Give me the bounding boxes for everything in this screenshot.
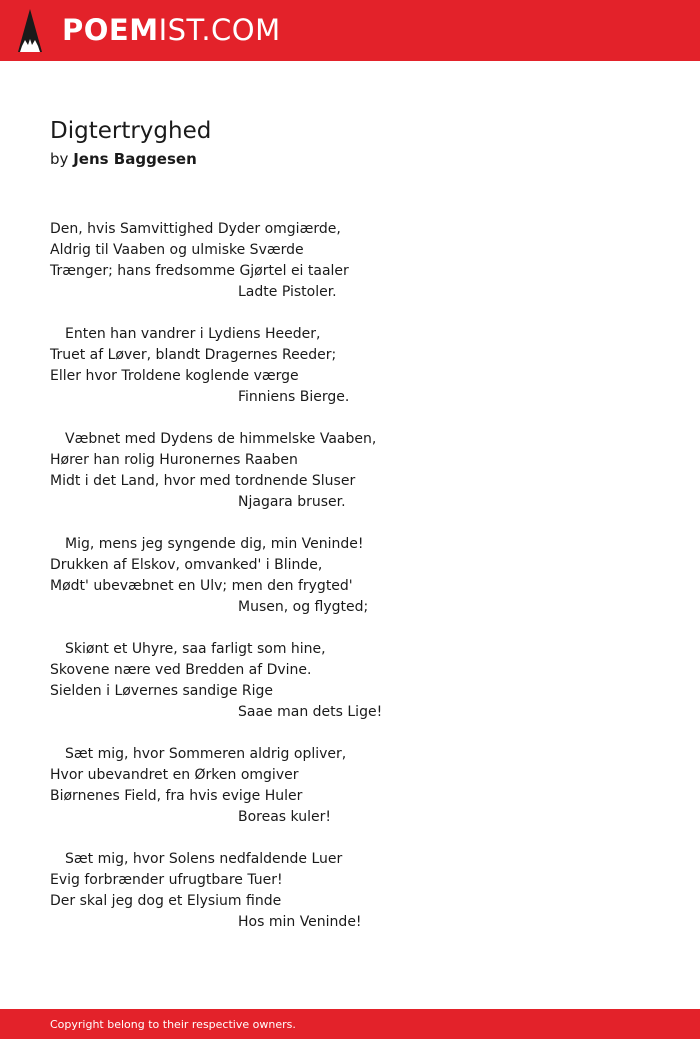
logo-text-bold: POEM <box>62 13 159 47</box>
site-logo[interactable] <box>62 12 281 48</box>
site-footer <box>0 1009 700 1039</box>
poem-line: Sæt mig, hvor Sommeren aldrig opliver, <box>65 746 347 762</box>
poem-line: Hvor ubevandret en Ørken omgiver <box>50 767 299 783</box>
stanza <box>50 744 650 828</box>
poem-line: Aldrig til Vaaben og ulmiske Sværde <box>50 242 304 258</box>
poem-line: Biørnenes Field, fra hvis evige Huler <box>50 788 303 804</box>
by-label: by <box>50 150 69 168</box>
poem-title: Digtertryghed <box>50 118 212 144</box>
poem-line-refrain: Finniens Bierge. <box>238 389 350 405</box>
poem-line: Eller hvor Troldene koglende værge <box>50 368 299 384</box>
poem-line-refrain: Njagara bruser. <box>238 494 346 510</box>
stanza <box>50 534 650 618</box>
stanza <box>50 429 650 513</box>
poem-line: Truet af Løver, blandt Dragernes Reeder; <box>50 347 337 363</box>
poem-byline <box>50 149 197 169</box>
poem-line: Trænger; hans fredsomme Gjørtel ei taaler <box>50 263 349 279</box>
poem-line-refrain: Musen, og flygted; <box>238 599 369 615</box>
logo-text-light: IST.COM <box>158 13 281 47</box>
poem-line: Midt i det Land, hvor med tordnende Sluser <box>50 473 356 489</box>
site-header <box>0 0 700 61</box>
poem-line-refrain: Saae man dets Lige! <box>238 704 383 720</box>
copyright-notice: Copyright belong to their respective owners. <box>50 1018 296 1031</box>
poem-line-refrain: Boreas kuler! <box>238 809 331 825</box>
poem-line: Sæt mig, hvor Solens nedfaldende Luer <box>65 851 343 867</box>
poem-line: Evig forbrænder ufrugtbare Tuer! <box>50 872 283 888</box>
poem-line-refrain: Ladte Pistoler. <box>238 284 337 300</box>
poem-line: Hører han rolig Huronernes Raaben <box>50 452 298 468</box>
poem-line-refrain: Hos min Veninde! <box>238 914 362 930</box>
poem-line: Enten han vandrer i Lydiens Heeder, <box>65 326 321 342</box>
poem-line: Der skal jeg dog et Elysium finde <box>50 893 282 909</box>
poem-line: Skiønt et Uhyre, saa farligt som hine, <box>65 641 326 657</box>
poem-line: Mødt' ubevæbnet en Ulv; men den frygted' <box>50 578 353 594</box>
pencil-icon[interactable] <box>17 8 43 52</box>
poem-line: Mig, mens jeg syngende dig, min Veninde! <box>65 536 364 552</box>
poem-line: Sielden i Løvernes sandige Rige <box>50 683 274 699</box>
stanza <box>50 639 650 723</box>
stanza <box>50 324 650 408</box>
stanza <box>50 849 650 933</box>
stanza <box>50 219 650 303</box>
poem-line: Skovene nære ved Bredden af Dvine. <box>50 662 312 678</box>
poem-author: Jens Baggesen <box>73 150 197 168</box>
poem-body <box>50 219 650 954</box>
poem-line: Væbnet med Dydens de himmelske Vaaben, <box>65 431 377 447</box>
poem-line: Den, hvis Samvittighed Dyder omgiærde, <box>50 221 341 237</box>
poem-line: Drukken af Elskov, omvanked' i Blinde, <box>50 557 323 573</box>
